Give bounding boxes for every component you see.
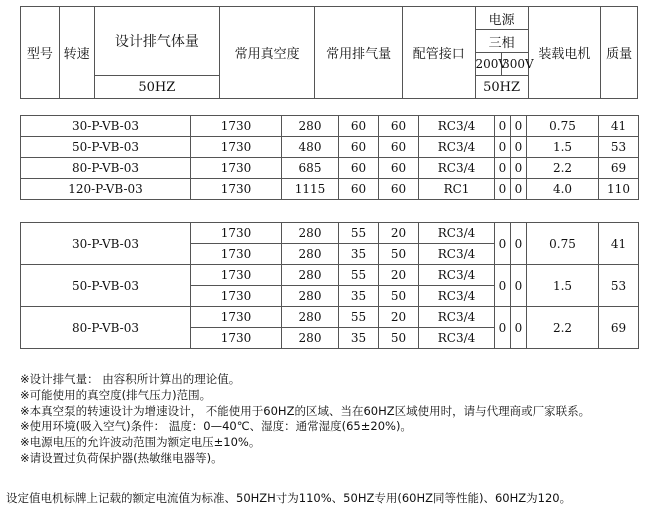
v200-cell: 0 (495, 179, 511, 200)
note-item: ※请设置过负荷保护器(热敏继电器等)。 (20, 450, 223, 465)
v300-cell: 0 (511, 265, 527, 307)
spec-table-2 (20, 222, 639, 349)
notes-list (20, 372, 640, 467)
model-cell: 80-P-VB-03 (21, 307, 191, 349)
port-cell: RC3/4 (419, 286, 495, 307)
motor-cell: 0.75 (527, 223, 599, 265)
port-cell: RC3/4 (419, 223, 495, 244)
port-cell: RC3/4 (419, 265, 495, 286)
mass-cell: 69 (599, 307, 639, 349)
v300-cell: 0 (511, 158, 527, 179)
table-row (21, 137, 639, 158)
port-cell: RC3/4 (419, 307, 495, 328)
speed-cell: 1730 (191, 265, 282, 286)
header-three-phase: 三相 (475, 30, 528, 53)
flow-cell: 60 (379, 116, 419, 137)
table-row (21, 307, 639, 328)
v200-cell: 0 (495, 307, 511, 349)
vacuum-cell: 60 (339, 137, 379, 158)
table-row (21, 116, 639, 137)
flow-cell: 20 (379, 223, 419, 244)
exhaust-cell: 480 (282, 137, 339, 158)
v200-cell: 0 (495, 265, 511, 307)
flow-cell: 50 (379, 328, 419, 349)
header-200v: 200V (475, 53, 502, 76)
v300-cell: 0 (511, 307, 527, 349)
v200-cell: 0 (495, 158, 511, 179)
model-cell: 80-P-VB-03 (21, 158, 191, 179)
exhaust-cell: 280 (282, 286, 339, 307)
spec-table-1 (20, 115, 639, 200)
note-item: ※设计排气量： 由容积所计算出的理论值。 (20, 372, 241, 386)
speed-cell: 1730 (191, 158, 282, 179)
port-cell: RC3/4 (419, 244, 495, 265)
exhaust-cell: 280 (282, 223, 339, 244)
vacuum-cell: 35 (339, 286, 379, 307)
vacuum-cell: 35 (339, 328, 379, 349)
mass-cell: 41 (599, 223, 639, 265)
exhaust-cell: 1115 (282, 179, 339, 200)
motor-cell: 1.5 (527, 137, 599, 158)
flow-cell: 50 (379, 244, 419, 265)
exhaust-cell: 280 (282, 244, 339, 265)
motor-cell: 2.2 (527, 307, 599, 349)
vacuum-cell: 60 (339, 158, 379, 179)
note-item: ※可能使用的真空度(排气压力)范围。 (20, 387, 212, 402)
speed-cell: 1730 (191, 223, 282, 244)
v200-cell: 0 (495, 223, 511, 265)
speed-cell: 1730 (191, 116, 282, 137)
port-cell: RC1 (419, 179, 495, 200)
header-vacuum: 常用真空度 (220, 7, 315, 99)
vacuum-cell: 55 (339, 223, 379, 244)
model-cell: 30-P-VB-03 (21, 223, 191, 265)
mass-cell: 53 (599, 137, 639, 158)
motor-cell: 0.75 (527, 116, 599, 137)
flow-cell: 20 (379, 265, 419, 286)
v200-cell: 0 (495, 137, 511, 158)
exhaust-cell: 280 (282, 307, 339, 328)
motor-cell: 1.5 (527, 265, 599, 307)
model-cell: 50-P-VB-03 (21, 265, 191, 307)
vacuum-cell: 55 (339, 265, 379, 286)
port-cell: RC3/4 (419, 137, 495, 158)
mass-cell: 53 (599, 265, 639, 307)
v200-cell: 0 (495, 116, 511, 137)
speed-cell: 1730 (191, 244, 282, 265)
motor-cell: 2.2 (527, 158, 599, 179)
spec-header-table (20, 6, 638, 99)
header-exhaust: 常用排气量 (315, 7, 403, 99)
vacuum-cell: 35 (339, 244, 379, 265)
table-row (21, 158, 639, 179)
header-design-exhaust: 设计排气体量 (94, 7, 220, 76)
flow-cell: 60 (379, 179, 419, 200)
flow-cell: 60 (379, 158, 419, 179)
note-item: ※使用环境(吸入空气)条件： 温度：0—40℃、湿度：通常湿度(65±20%)。 (20, 419, 412, 434)
vacuum-cell: 55 (339, 307, 379, 328)
header-power-hz: 50HZ (475, 76, 528, 99)
mass-cell: 41 (599, 116, 639, 137)
motor-cell: 4.0 (527, 179, 599, 200)
port-cell: RC3/4 (419, 328, 495, 349)
model-cell: 30-P-VB-03 (21, 116, 191, 137)
note-item: ※电源电压的允许波动范围为额定电压±10%。 (20, 435, 261, 450)
speed-cell: 1730 (191, 307, 282, 328)
table-row (21, 223, 639, 244)
v300-cell: 0 (511, 137, 527, 158)
model-cell: 120-P-VB-03 (21, 179, 191, 200)
header-speed: 转速 (59, 7, 94, 99)
footer-note: 设定值电机标牌上记载的额定电流值为标准、50HZH寸为110%、50HZ专用(60HZ同等性能)、60HZ为120。 (6, 491, 572, 505)
mass-cell: 110 (599, 179, 639, 200)
port-cell: RC3/4 (419, 116, 495, 137)
note-item: ※本真空泵的转速设计为增速设计， 不能使用于60HZ的区域、当在60HZ区域使用时，请与代理商或厂家联系。 (20, 403, 591, 418)
port-cell: RC3/4 (419, 158, 495, 179)
exhaust-cell: 280 (282, 265, 339, 286)
speed-cell: 1730 (191, 286, 282, 307)
header-300v: 300V (502, 53, 529, 76)
header-motor: 装载电机 (528, 7, 601, 99)
table-row (21, 265, 639, 286)
speed-cell: 1730 (191, 137, 282, 158)
header-port: 配管接口 (403, 7, 476, 99)
vacuum-cell: 60 (339, 179, 379, 200)
v300-cell: 0 (511, 179, 527, 200)
speed-cell: 1730 (191, 328, 282, 349)
model-cell: 50-P-VB-03 (21, 137, 191, 158)
header-power: 电源 (475, 7, 528, 30)
v300-cell: 0 (511, 116, 527, 137)
v300-cell: 0 (511, 223, 527, 265)
speed-cell: 1730 (191, 179, 282, 200)
header-design-hz: 50HZ (94, 76, 220, 99)
exhaust-cell: 280 (282, 116, 339, 137)
header-mass: 质量 (601, 7, 638, 99)
mass-cell: 69 (599, 158, 639, 179)
exhaust-cell: 685 (282, 158, 339, 179)
flow-cell: 50 (379, 286, 419, 307)
flow-cell: 20 (379, 307, 419, 328)
table-row (21, 179, 639, 200)
flow-cell: 60 (379, 137, 419, 158)
exhaust-cell: 280 (282, 328, 339, 349)
vacuum-cell: 60 (339, 116, 379, 137)
header-model: 型号 (21, 7, 60, 99)
